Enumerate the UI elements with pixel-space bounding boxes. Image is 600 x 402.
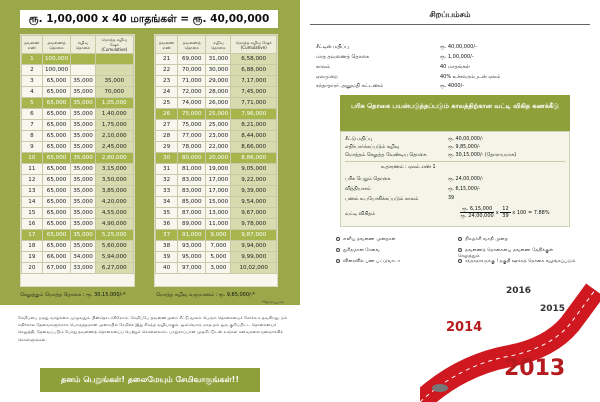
table-cell: 1,40,000 <box>95 109 133 120</box>
table-row <box>156 219 277 230</box>
table-cell: 35,000 <box>71 164 95 175</box>
table-row <box>22 175 134 186</box>
table-cell: 14 <box>22 197 43 208</box>
table-row <box>22 186 134 197</box>
table-cell: 77,000 <box>178 131 206 142</box>
bullet-icon <box>336 259 340 263</box>
feature-item <box>336 236 454 242</box>
table-row <box>22 263 134 274</box>
table-cell: 32 <box>156 175 178 186</box>
table-row <box>22 241 134 252</box>
calc-key: வட்டி விகிதம் <box>345 212 376 217</box>
calc-key: எதிர்பார்க்கப்படும் கழிவு <box>345 145 400 150</box>
spec-value: 40% உச்சவரம்புடன் ஏலம் <box>440 74 501 80</box>
table-cell: 6,88,000 <box>231 65 277 76</box>
table-cell: 25 <box>156 98 178 109</box>
table-row <box>156 197 277 208</box>
table-cell: 1,05,000 <box>95 98 133 109</box>
table-cell: 100,000 <box>42 54 71 65</box>
table-cell: 83,000 <box>178 186 206 197</box>
spec-value: ரூ. 4000/- <box>440 83 465 89</box>
table-row <box>22 153 134 164</box>
table-cell: 9,78,000 <box>231 219 277 230</box>
table-row <box>156 76 277 87</box>
table-cell: 35 <box>156 208 178 219</box>
feature-item <box>336 247 454 253</box>
table-cell: 35,000 <box>71 131 95 142</box>
column-header: தவணை எண் <box>156 36 178 54</box>
table-cell: 25,000 <box>206 109 231 120</box>
table-cell <box>71 54 95 65</box>
table-cell: 69,000 <box>178 54 206 65</box>
table-row <box>156 186 277 197</box>
formula-result: x 100 = 7.88% <box>512 210 550 216</box>
calc-key: சீட்டு மதிப்பு <box>345 137 373 142</box>
table-cell: 4,90,000 <box>95 219 133 230</box>
table-cell: 3,50,000 <box>95 175 133 186</box>
table-row <box>156 120 277 131</box>
column-header: கழிவு தொகை <box>71 36 95 54</box>
table-cell: 35,000 <box>71 230 95 241</box>
table-cell: 9,99,000 <box>231 252 277 263</box>
table-cell: 35,000 <box>71 208 95 219</box>
table-cell: 95,000 <box>178 252 206 263</box>
table-cell: 65,000 <box>42 186 71 197</box>
table-row <box>22 230 134 241</box>
table-cell: 15,000 <box>206 197 231 208</box>
table-cell: 9,67,000 <box>231 208 277 219</box>
spec-key: காலம் <box>316 64 330 70</box>
table-cell: 81,000 <box>178 164 206 175</box>
table-cell: 35,000 <box>71 175 95 186</box>
interest-calc-heading: பரிசு தொகை பயன்படுத்தப்படும் காலத்திற்கான வட்டி விகித கணக்கீடு <box>340 95 570 131</box>
feature-item <box>458 258 576 264</box>
calc-value: ரூ. 9,85,000/- <box>448 145 481 150</box>
title-divider <box>310 24 590 25</box>
table-cell: 85,000 <box>178 197 206 208</box>
red-road <box>420 290 595 402</box>
table-row <box>156 142 277 153</box>
table-cell: 1 <box>22 54 43 65</box>
table-cell: 8,44,000 <box>231 131 277 142</box>
table-cell: 35,000 <box>71 87 95 98</box>
table-cell: 17 <box>22 230 43 241</box>
feature-item <box>458 236 576 242</box>
fraction-2 <box>500 206 510 219</box>
table-cell: 65,000 <box>42 153 71 164</box>
table-cell: 23 <box>156 76 178 87</box>
table-cell: 19 <box>22 252 43 263</box>
table-cell: 27 <box>156 120 178 131</box>
table-cell: 1,75,000 <box>95 120 133 131</box>
calc-value: ரூ. 6,15,000/- <box>448 187 481 192</box>
table-cell: 17,000 <box>206 175 231 186</box>
table-cell: 12 <box>22 175 43 186</box>
fraction-denominator: 39 <box>502 213 509 219</box>
table-cell: 65,000 <box>42 76 71 87</box>
bullet-icon <box>458 248 462 252</box>
table-row <box>22 197 134 208</box>
table-row <box>22 120 134 131</box>
table-cell: 38 <box>156 241 178 252</box>
bullet-icon <box>458 259 462 263</box>
table-row <box>156 109 277 120</box>
table-cell: 24 <box>156 87 178 98</box>
table-cell: 67,000 <box>42 263 71 274</box>
table-cell: 65,000 <box>42 142 71 153</box>
column-header: மொத்த கழிவு ஷேர் (Cumulative) <box>231 36 277 54</box>
table-cell: 11,000 <box>206 219 231 230</box>
table-cell: 65,000 <box>42 120 71 131</box>
figure-icon <box>432 384 448 392</box>
table-cell: 2 <box>22 65 43 76</box>
table-cell: 37 <box>156 230 178 241</box>
feature-label: எளிய தவணை முறைகள் <box>343 237 396 242</box>
table-cell: 25,000 <box>206 120 231 131</box>
table-cell: 7,000 <box>206 241 231 252</box>
table-cell: 75,000 <box>178 120 206 131</box>
table-row <box>156 164 277 175</box>
column-header: தவணை எண் <box>22 36 43 54</box>
table-cell: 16 <box>22 219 43 230</box>
table-row <box>156 98 277 109</box>
table-row <box>156 131 277 142</box>
table-cell: 9,05,000 <box>231 164 277 175</box>
table-cell: 70,000 <box>95 87 133 98</box>
table-cell: 9,87,000 <box>231 230 277 241</box>
table-row <box>156 208 277 219</box>
table-cell: 93,000 <box>178 241 206 252</box>
fraction-numerator: 12 <box>502 206 509 212</box>
spec-value: ரூ. 40,00,000/- <box>440 44 477 50</box>
table-cell: 65,000 <box>42 131 71 142</box>
table-cell: 97,000 <box>178 263 206 274</box>
table-cell: 74,000 <box>178 98 206 109</box>
table-cell: 21 <box>156 54 178 65</box>
total-dividend: மொத்த கழிவு வருமானம் : ரூ. 9,85,000/-* <box>156 292 256 298</box>
year-label: 2015 <box>540 304 566 314</box>
spec-key: மாத தவணைத் தொகை <box>316 54 370 60</box>
table-cell: 83,000 <box>178 175 206 186</box>
spec-key: சந்தாதாரர் அனுமதி கட்டணம் <box>316 83 384 89</box>
table-cell: 30,000 <box>206 65 231 76</box>
column-header: தவணைத் தொகை <box>178 36 206 54</box>
table-cell: 17,000 <box>206 186 231 197</box>
column-header: கழிவு தொகை <box>206 36 231 54</box>
bullet-icon <box>336 248 340 252</box>
table-cell: 5 <box>22 98 43 109</box>
table-cell: 18 <box>22 241 43 252</box>
table-row <box>156 65 277 76</box>
example-label: உதாரணம் : ஏலம் எண் 1 <box>381 165 436 170</box>
approx-note: *தோராயமாக <box>262 300 284 304</box>
bullet-icon <box>336 237 340 241</box>
calc-key: பரிசு பெறும் தொகை <box>345 177 391 182</box>
tagline-bar: தனம் பெறுங்கள்! தலைமேயும் சேமிவாகுங்கள்!! <box>40 368 260 392</box>
year-label: 2016 <box>506 286 532 296</box>
table-cell: 20 <box>22 263 43 274</box>
feature-label: நிகழ்ச்சி வசதி முறை <box>465 237 508 242</box>
table-cell: 35,000 <box>71 241 95 252</box>
table-cell: 35,000 <box>71 197 95 208</box>
table-cell: 65,000 <box>42 87 71 98</box>
table-cell: 65,000 <box>42 98 71 109</box>
table-cell: 35,000 <box>71 219 95 230</box>
table-cell: 4 <box>22 87 43 98</box>
spec-value: 40 மாதங்கள் <box>440 64 470 70</box>
table-cell: 5,60,000 <box>95 241 133 252</box>
installment-table-left <box>20 34 135 287</box>
table-cell: 9,22,000 <box>231 175 277 186</box>
table-cell: 40 <box>156 263 178 274</box>
table-row <box>156 241 277 252</box>
table-cell: 10,02,000 <box>231 263 277 274</box>
installment-table-right <box>154 34 278 287</box>
table-row <box>22 142 134 153</box>
table-row <box>156 252 277 263</box>
table-cell: 65,000 <box>42 219 71 230</box>
feature-item <box>336 258 454 264</box>
table-cell: 35,000 <box>71 186 95 197</box>
calc-key: வித்தியாசம் <box>345 187 371 192</box>
table-cell: 15 <box>22 208 43 219</box>
table-cell: 35,000 <box>71 98 95 109</box>
table-row <box>156 54 277 65</box>
feature-label: துரிதமான சேவை <box>343 248 380 253</box>
table-cell: 29 <box>156 142 178 153</box>
table-cell: 89,000 <box>178 219 206 230</box>
table-cell <box>95 54 133 65</box>
feature-label: சந்தாதாரருக்கு ! தகுதி ஊக்கத் தொகை வழங்கப்படும் <box>465 259 576 264</box>
column-header: மொத்த கழிவு ஷேர் (Cumulative) <box>95 36 133 54</box>
table-row <box>22 54 134 65</box>
fraction-1 <box>460 206 494 219</box>
total-payable: செலுத்தும் மொத்த தொகை : ரூ. 30,15,000/-* <box>20 292 126 298</box>
table-cell: 5,94,000 <box>95 252 133 263</box>
table-row <box>156 263 277 274</box>
table-cell <box>95 65 133 76</box>
table-cell: 65,000 <box>42 230 71 241</box>
table-cell: 30 <box>156 153 178 164</box>
table-cell: 34,000 <box>71 252 95 263</box>
table-cell: 75,000 <box>178 109 206 120</box>
table-cell: 65,000 <box>42 175 71 186</box>
spec-key: சீட்டின் மதிப்பு <box>316 44 349 50</box>
table-cell: 4,20,000 <box>95 197 133 208</box>
table-cell: 31 <box>156 164 178 175</box>
table-row <box>22 252 134 263</box>
table-cell: 7,17,000 <box>231 76 277 87</box>
table-cell: 28,000 <box>206 87 231 98</box>
table-cell: 35,000 <box>71 76 95 87</box>
table-cell: 6,58,000 <box>231 54 277 65</box>
table-cell: 35,000 <box>71 153 95 164</box>
table-cell: 2,45,000 <box>95 142 133 153</box>
table-cell: 4,55,000 <box>95 208 133 219</box>
table-cell: 3,000 <box>206 263 231 274</box>
year-label: 2014 <box>446 320 483 335</box>
calc-divider <box>345 161 565 162</box>
table-cell: 9 <box>22 142 43 153</box>
table-cell: 26,000 <box>206 98 231 109</box>
table-row <box>22 65 134 76</box>
spec-key: ஏலமுறை <box>316 74 338 80</box>
table-cell: 33,000 <box>71 263 95 274</box>
table-cell: 70,000 <box>178 65 206 76</box>
table-row <box>156 175 277 186</box>
table-row <box>156 87 277 98</box>
calc-value: ரூ. 30,15,000/- (தோராயமாக) <box>448 153 517 158</box>
table-cell: 80,000 <box>178 153 206 164</box>
year-label: 2013 <box>504 356 566 381</box>
table-cell: 31,000 <box>206 54 231 65</box>
table-cell: 10 <box>22 153 43 164</box>
table-cell: 8 <box>22 131 43 142</box>
table-cell: 65,000 <box>42 109 71 120</box>
fraction-numerator: ரூ. 6,15,000 <box>462 206 493 212</box>
plan-banner: ரூ. 1,00,000 x 40 மாதங்கள் = ரூ. 40,00,000 <box>20 10 278 28</box>
calc-key: பணம் உபயோகிக்கப்படும் காலம் <box>345 197 419 202</box>
table-cell: 11 <box>22 164 43 175</box>
table-cell: 26 <box>156 109 178 120</box>
feature-label: தவணைத் தொகையை தவணை தேதிக்குள் செலுத்தும் <box>458 248 554 259</box>
table-cell: 65,000 <box>42 241 71 252</box>
table-row <box>22 109 134 120</box>
table-cell: 20,000 <box>206 153 231 164</box>
table-cell: 65,000 <box>42 208 71 219</box>
table-cell: 19,000 <box>206 164 231 175</box>
table-cell: 65,000 <box>42 197 71 208</box>
spec-value: ரூ. 1,00,000/- <box>440 54 474 60</box>
table-cell: 34 <box>156 197 178 208</box>
multiply-sign: x <box>495 210 499 216</box>
calc-value: 39 <box>448 196 455 201</box>
table-row <box>22 219 134 230</box>
table-cell: 71,000 <box>178 76 206 87</box>
table-cell: 2,10,000 <box>95 131 133 142</box>
table-cell: 5,000 <box>206 252 231 263</box>
fraction-denominator: ரூ. 24,00,000 <box>460 213 494 219</box>
table-cell: 3 <box>22 76 43 87</box>
table-cell: 9,94,000 <box>231 241 277 252</box>
table-cell: 2,80,000 <box>95 153 133 164</box>
table-row <box>22 164 134 175</box>
table-cell: 9,54,000 <box>231 197 277 208</box>
table-cell: 7,96,000 <box>231 109 277 120</box>
column-header: தவணைத் தொகை <box>42 36 71 54</box>
table-cell: 9,000 <box>206 230 231 241</box>
table-cell: 3,15,000 <box>95 164 133 175</box>
table-cell: 6 <box>22 109 43 120</box>
table-cell: 8,86,000 <box>231 153 277 164</box>
table-cell: 5,25,000 <box>95 230 133 241</box>
table-cell: 35,000 <box>95 76 133 87</box>
table-row <box>22 131 134 142</box>
table-cell: 35,000 <box>71 120 95 131</box>
table-cell: 29,000 <box>206 76 231 87</box>
interest-formula <box>460 206 550 219</box>
table-cell: 7,71,000 <box>231 98 277 109</box>
table-cell <box>71 65 95 76</box>
table-cell: 8,21,000 <box>231 120 277 131</box>
features-title: சிறப்பம்சம் <box>429 10 471 19</box>
table-cell: 28 <box>156 131 178 142</box>
table-cell: 8,66,000 <box>231 142 277 153</box>
table-cell: 39 <box>156 252 178 263</box>
table-cell: 7,45,000 <box>231 87 277 98</box>
table-row <box>156 230 277 241</box>
table-cell: 72,000 <box>178 87 206 98</box>
table-row <box>22 208 134 219</box>
table-cell: 6,27,000 <box>95 263 133 274</box>
table-cell: 33 <box>156 186 178 197</box>
table-row <box>22 87 134 98</box>
description-paragraph: சேமிப்பை நமது வாழ்க்கை முழுவதும் பின்தொடர்கிறோம். சேமிப்பே தவணைமுறை சீட்டு மூலம் பெரும் தொகையைச் சேர்க்க உதவுகிறது. நம் எதிர்கால தேவைகளுக்காக பொருத்தமான முறையில் சேமிக்க இது சிறந்த வழியாகும். ஒவ்வொரு மாதமும் ஒரு குறிப்பிட்ட தொகையைச் செலுத்தி, தேவைப்படும் போது தவணைத் தொகையைப் பெற்றுக் கொள்ளலாம். பாதுகாப்பான முதலீட்டுடன் உங்கள் கனவுகளை நனவாக்கிக் கொள்ளுங்கள். <box>18 315 288 342</box>
table-cell: 9,39,000 <box>231 186 277 197</box>
table-cell: 91,000 <box>178 230 206 241</box>
table-row <box>22 76 134 87</box>
table-cell: 35,000 <box>71 142 95 153</box>
table-cell: 22 <box>156 65 178 76</box>
table-cell: 13,000 <box>206 208 231 219</box>
table-row <box>22 98 134 109</box>
table-cell: 7 <box>22 120 43 131</box>
feature-label: விரைவில் பண பட்டுவாடா <box>343 259 401 264</box>
table-cell: 23,000 <box>206 131 231 142</box>
calc-value: ரூ. 40,00,000/- <box>448 137 484 142</box>
table-row <box>156 153 277 164</box>
table-cell: 13 <box>22 186 43 197</box>
table-cell: 78,000 <box>178 142 206 153</box>
table-cell: 3,85,000 <box>95 186 133 197</box>
table-cell: 35,000 <box>71 109 95 120</box>
table-cell: 87,000 <box>178 208 206 219</box>
table-cell: 22,000 <box>206 142 231 153</box>
bullet-icon <box>458 237 462 241</box>
table-cell: 36 <box>156 219 178 230</box>
table-cell: 65,000 <box>42 164 71 175</box>
calc-value: ரூ. 24,00,000/- <box>448 177 484 182</box>
table-cell: 100,000 <box>42 65 71 76</box>
table-cell: 66,000 <box>42 252 71 263</box>
calc-key: மொத்தம் செலுத்த வேண்டிய தொகை <box>345 153 427 158</box>
green-panel <box>0 0 300 305</box>
